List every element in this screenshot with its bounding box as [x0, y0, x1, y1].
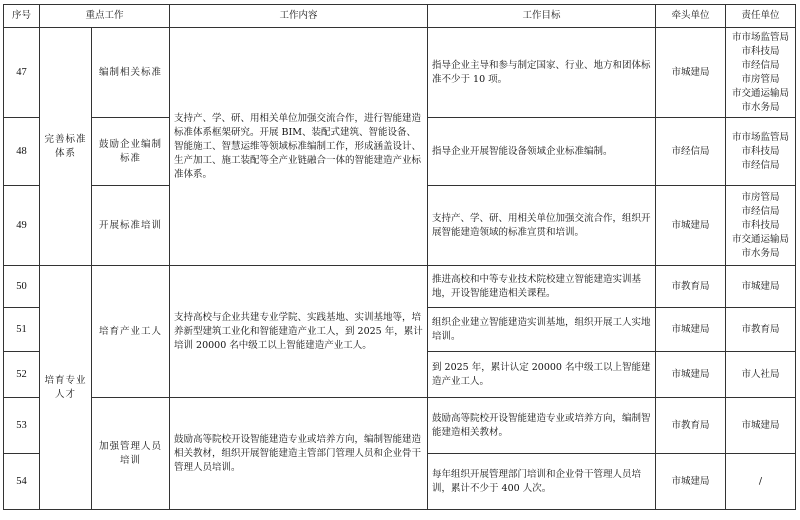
responsible-unit-cell: 市城建局 [726, 266, 796, 308]
responsible-unit: 市交通运输局 [732, 233, 790, 245]
target-cell: 支持产、学、研、用相关单位加强交流合作，组织开展智能建造领域的标准宣贯和培训。 [428, 186, 656, 266]
responsible-unit: 市科技局 [741, 45, 780, 57]
responsible-unit-cell [726, 186, 796, 266]
seq-cell: 52 [4, 352, 40, 398]
responsible-unit-cell: 市教育局 [726, 308, 796, 352]
lead-unit-cell: 市教育局 [656, 398, 726, 454]
seq-cell: 50 [4, 266, 40, 308]
sub-work-item: 培育产业工人 [92, 266, 170, 398]
responsible-unit: 市房管局 [741, 73, 780, 85]
group-talent-cultivation: 培育专业人才 [40, 266, 92, 510]
responsible-unit: 市科技局 [741, 219, 780, 231]
header-key-work: 重点工作 [40, 5, 170, 28]
header-responsible-unit: 责任单位 [726, 5, 796, 28]
seq-cell: 53 [4, 398, 40, 454]
header-target: 工作目标 [428, 5, 656, 28]
sub-work-item: 开展标准培训 [92, 186, 170, 266]
seq-cell: 49 [4, 186, 40, 266]
lead-unit-cell: 市城建局 [656, 186, 726, 266]
sub-work-item: 编制相关标准 [92, 28, 170, 118]
lead-unit-cell: 市教育局 [656, 266, 726, 308]
work-plan-table [3, 4, 796, 510]
responsible-unit: 市市场监管局 [732, 31, 790, 43]
responsible-unit-cell: / [726, 454, 796, 510]
lead-unit-cell: 市城建局 [656, 454, 726, 510]
table-row [4, 398, 796, 454]
lead-unit-cell: 市城建局 [656, 28, 726, 118]
responsible-unit: 市经信局 [741, 59, 780, 71]
responsible-unit: 市水务局 [741, 101, 780, 113]
table-row [4, 28, 796, 118]
responsible-unit: 市房管局 [741, 191, 780, 203]
sub-work-item: 鼓励企业编制标准 [92, 118, 170, 186]
group-standard-system: 完善标准体系 [40, 28, 92, 266]
table-row [4, 266, 796, 308]
header-lead-unit: 牵头单位 [656, 5, 726, 28]
responsible-unit: 市科技局 [741, 145, 780, 157]
lead-unit-cell: 市城建局 [656, 308, 726, 352]
responsible-unit: 市市场监管局 [732, 131, 790, 143]
responsible-unit-cell: 市人社局 [726, 352, 796, 398]
seq-cell: 47 [4, 28, 40, 118]
lead-unit-cell: 市城建局 [656, 352, 726, 398]
target-cell: 指导企业主导和参与制定国家、行业、地方和团体标准不少于 10 项。 [428, 28, 656, 118]
responsible-unit-cell: 市城建局 [726, 398, 796, 454]
target-cell: 指导企业开展智能设备领域企业标准编制。 [428, 118, 656, 186]
responsible-unit: 市交通运输局 [732, 87, 790, 99]
work-content-cell: 支持高校与企业共建专业学院、实践基地、实训基地等，培养新型建筑工业化和智能建造产业工人，到 2025 年，累计培训 20000 名中级工以上智能建造产业工人。 [170, 266, 428, 398]
target-cell: 鼓励高等院校开设智能建造专业或培养方向，编制智能建造相关教材。 [428, 398, 656, 454]
responsible-unit: 市经信局 [741, 205, 780, 217]
sub-work-item: 加强管理人员培训 [92, 398, 170, 510]
lead-unit-cell: 市经信局 [656, 118, 726, 186]
responsible-unit-cell [726, 118, 796, 186]
target-cell: 每年组织开展管理部门培训和企业骨干管理人员培训，累计不少于 400 人次。 [428, 454, 656, 510]
target-cell: 推进高校和中等专业技术院校建立智能建造实训基地，开设智能建造相关课程。 [428, 266, 656, 308]
responsible-unit-cell [726, 28, 796, 118]
table-header-row [4, 5, 796, 28]
header-content: 工作内容 [170, 5, 428, 28]
responsible-unit: 市水务局 [741, 247, 780, 259]
header-seq: 序号 [4, 5, 40, 28]
seq-cell: 51 [4, 308, 40, 352]
target-cell: 到 2025 年，累计认定 20000 名中级工以上智能建造产业工人。 [428, 352, 656, 398]
seq-cell: 54 [4, 454, 40, 510]
work-content-cell: 支持产、学、研、用相关单位加强交流合作，进行智能建造标准体系框架研究。开展 BIM、装配式建筑、智能设备、智能施工、智慧运维等领域标准编制工作，形成涵盖设计、生产加工、施工装配等全产业链融合一体的智能建造产业标准体系。 [170, 28, 428, 266]
seq-cell: 48 [4, 118, 40, 186]
target-cell: 组织企业建立智能建造实训基地，组织开展工人实地培训。 [428, 308, 656, 352]
responsible-unit: 市经信局 [741, 159, 780, 171]
work-content-cell: 鼓励高等院校开设智能建造专业或培养方向，编制智能建造相关教材，组织开展智能建造主管部门管理人员和企业骨干管理人员培训。 [170, 398, 428, 510]
